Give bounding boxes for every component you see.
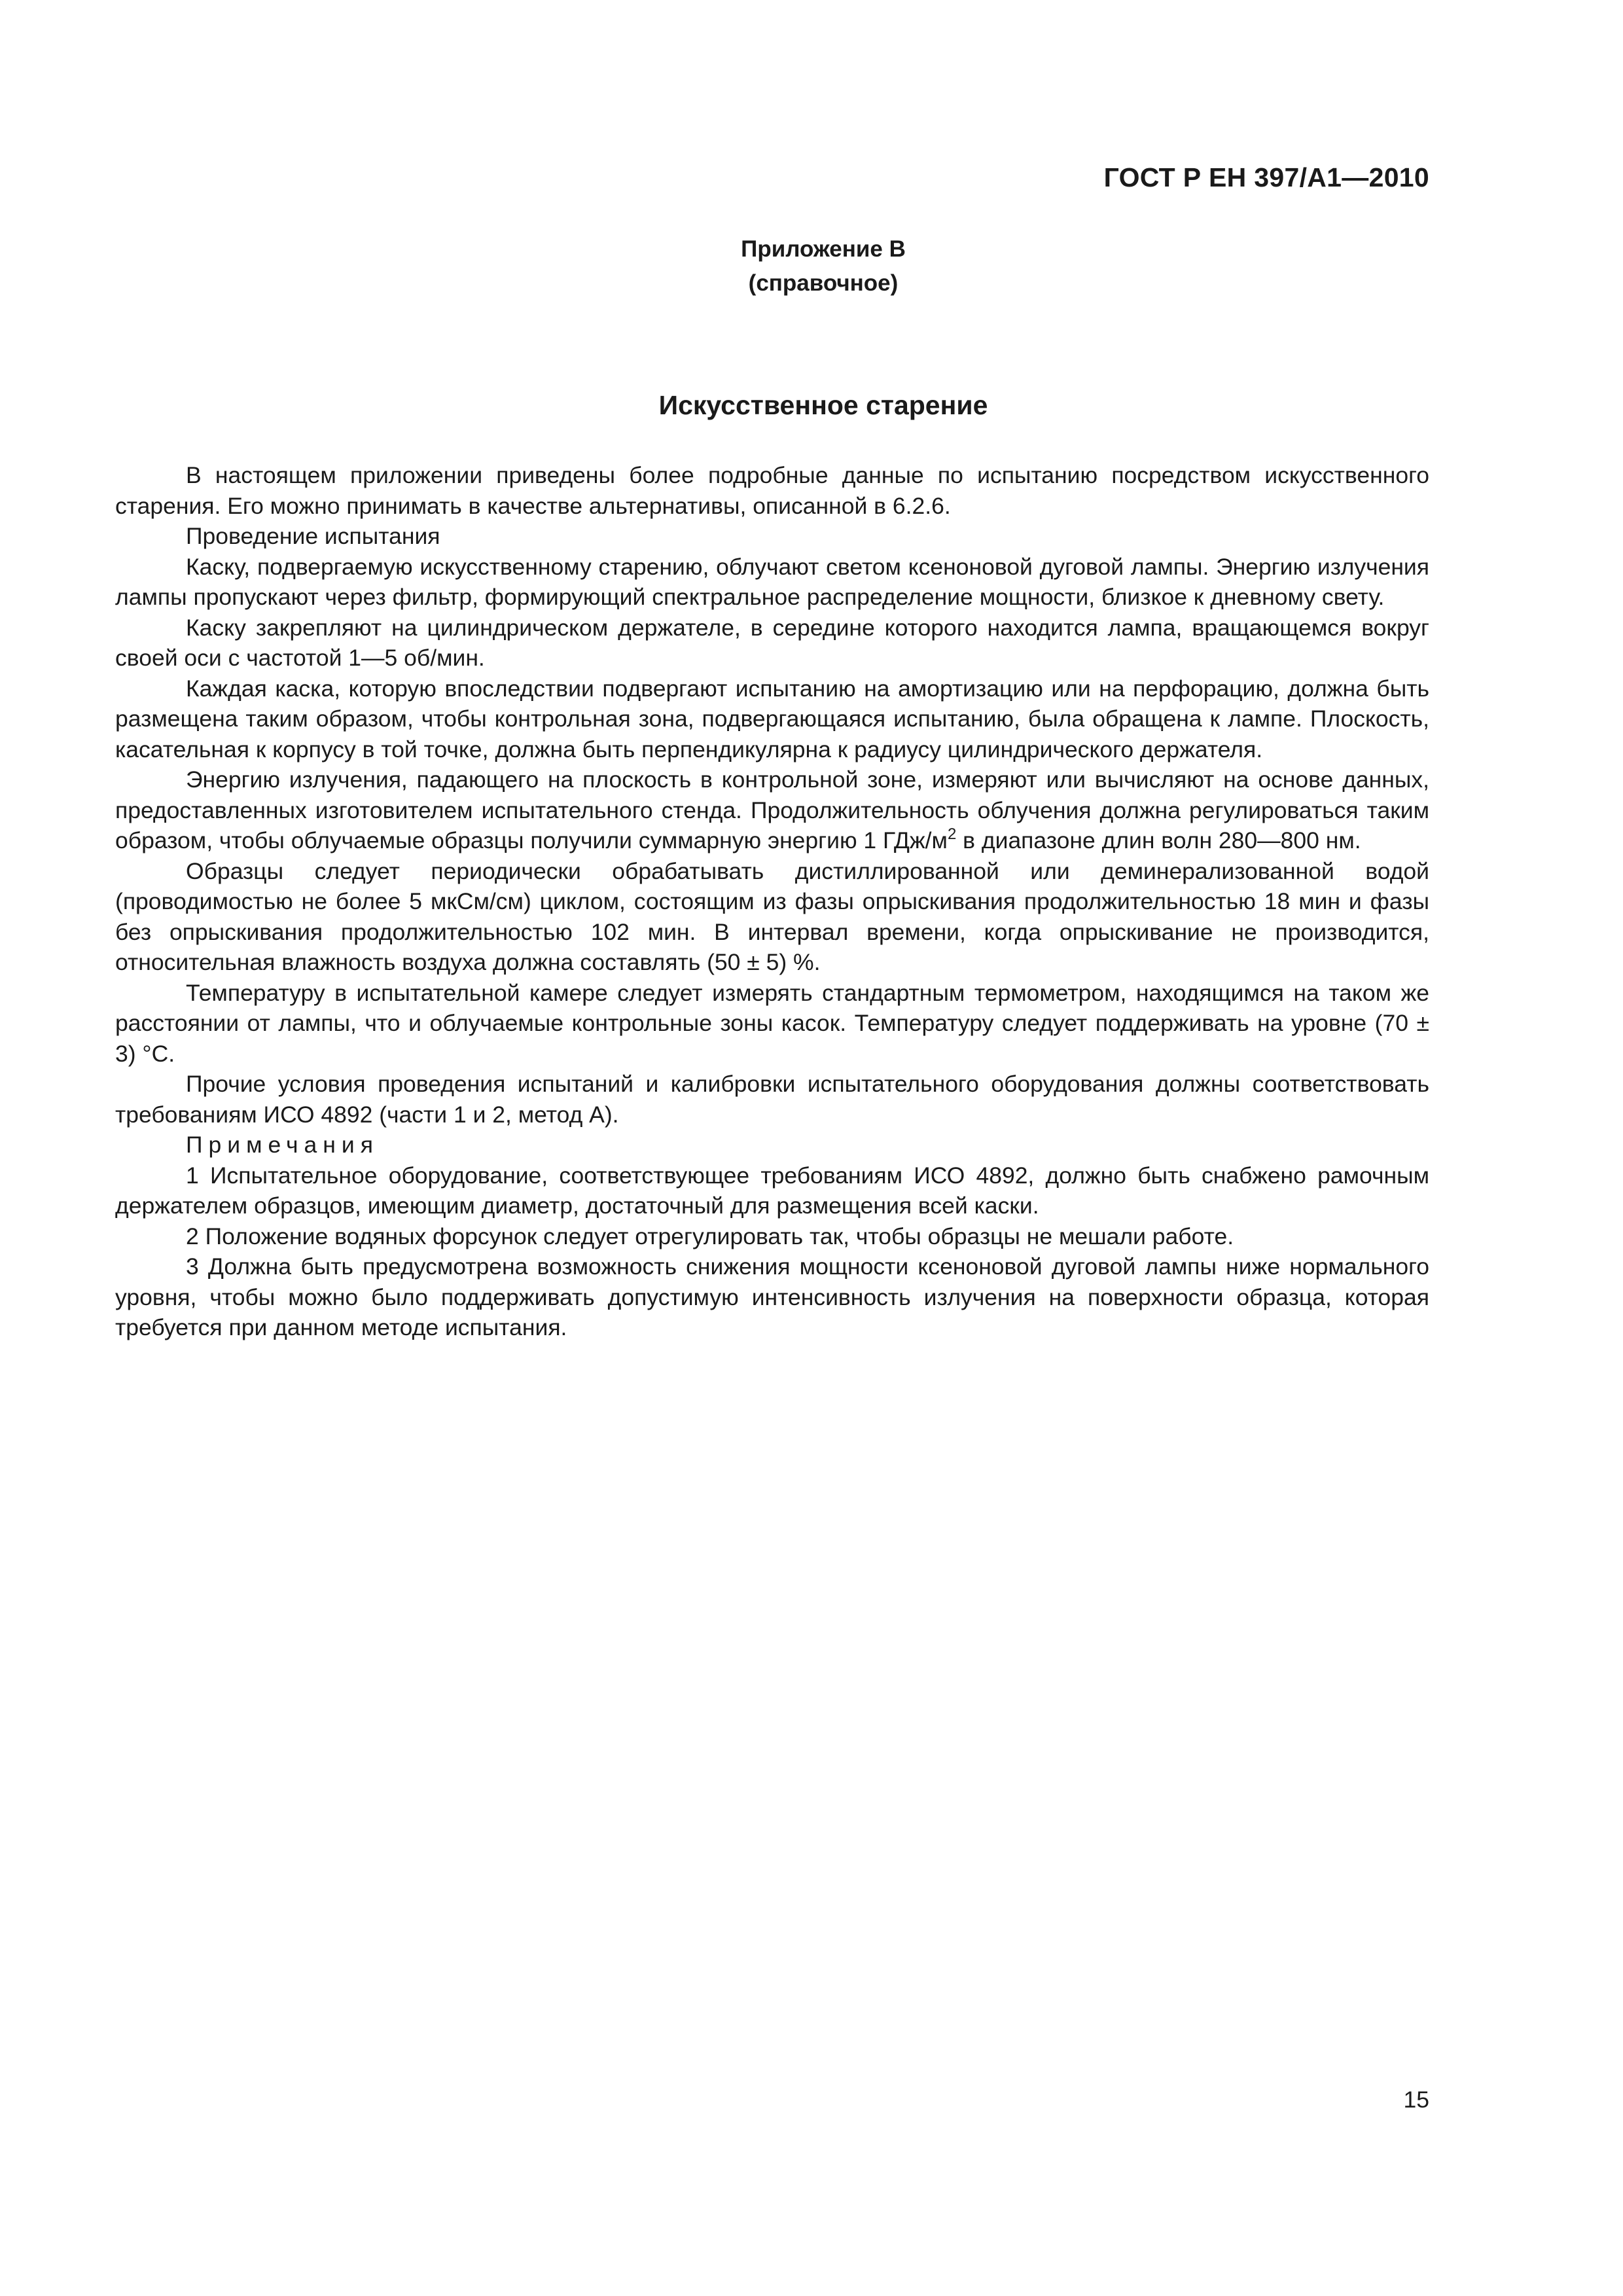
subheading-test-procedure: Проведение испытания [186,523,440,549]
document-code: ГОСТ Р ЕН 397/А1—2010 [1103,162,1429,192]
superscript-exponent: 2 [947,825,957,843]
paragraph-placement: Каждая каска, которую впоследствии подвергают испытанию на амортизацию или на перфорацию, должна быть размещена таким образом, чтобы контрольная зона, подвергающаяся испытанию, была обращена к лампе. Плоскость, касательная к корпусу в той точке, должна быть перпендикулярна к радиусу цилиндрического держателя. [115,675,1429,762]
section-title-block [0,390,1623,421]
paragraph-energy-tail: в диапазоне длин волн 280—800 нм. [956,827,1361,853]
appendix-title: Приложение В [741,236,906,262]
paragraph-holder: Каску закрепляют на цилиндрическом держателе, в середине которого находится лампа, вращающемся вокруг своей оси с частотой 1—5 об/мин. [115,614,1429,671]
paragraph-conditions: Прочие условия проведения испытаний и калибровки испытательного оборудования должны соответствовать требованиям ИСО 4892 (части 1 и 2, метод А). [115,1071,1429,1128]
appendix-heading [0,232,1623,300]
document-body [115,460,1429,1343]
paragraph-water-spray: Образцы следует периодически обрабатывать дистиллированной или деминерализованной водой (проводимостью не более 5 мкСм/см) циклом, состоящим из фазы опрыскивания продолжительностью 18 мин и фазы без опрыскивания продолжительностью 102 мин. В интервал времени, когда опрыскивание не производится, относительная влажность воздуха должна составлять (50 ± 5) %. [115,857,1429,975]
paragraph-temperature: Температуру в испытательной камере следует измерять стандартным термометром, находящимся на таком же расстоянии от лампы, что и облучаемые контрольные зоны касок. Температуру следует поддерживать на уровне (70 ± 3) °С. [115,979,1429,1067]
paragraph-irradiation: Каску, подвергаемую искусственному старению, облучают светом ксеноновой дуговой лампы. Энергию излучения лампы пропускают через фильтр, формирующий спектральное распределение мощности, близкое к дневному свету. [115,553,1429,610]
paragraph-energy [115,764,1429,856]
appendix-subtitle: (справочное) [748,270,899,296]
paragraph-intro: В настоящем приложении приведены более подробные данные по испытанию посредством искусственного старения. Его можно принимать в качестве альтернативы, описанной в 6.2.6. [115,462,1429,519]
note-item-2: 2 Положение водяных форсунок следует отрегулировать так, чтобы образцы не мешали работе. [186,1223,1234,1249]
section-title: Искусственное старение [658,390,988,420]
page-number: 15 [1403,2087,1429,2113]
note-item-1: 1 Испытательное оборудование, соответствующее требованиям ИСО 4892, должно быть снабжено рамочным держателем образцов, имеющим диаметр, достаточный для размещения всей каски. [115,1162,1429,1219]
note-item-3: 3 Должна быть предусмотрена возможность снижения мощности ксеноновой дуговой лампы ниже нормального уровня, чтобы можно было поддерживать допустимую интенсивность излучения на поверхности образца, которая требуется при данном методе испытания. [115,1253,1429,1340]
paragraph-energy-text: Энергию излучения, падающего на плоскость в контрольной зоне, измеряют или вычисляют на основе данных, предоставленных изготовителем испытательного стенда. Продолжительность облучения должна регулироваться таким образом, чтобы облучаемые образцы получили суммарную энергию 1 ГДж/м [115,766,1429,853]
notes-title: Примечания [186,1132,379,1158]
